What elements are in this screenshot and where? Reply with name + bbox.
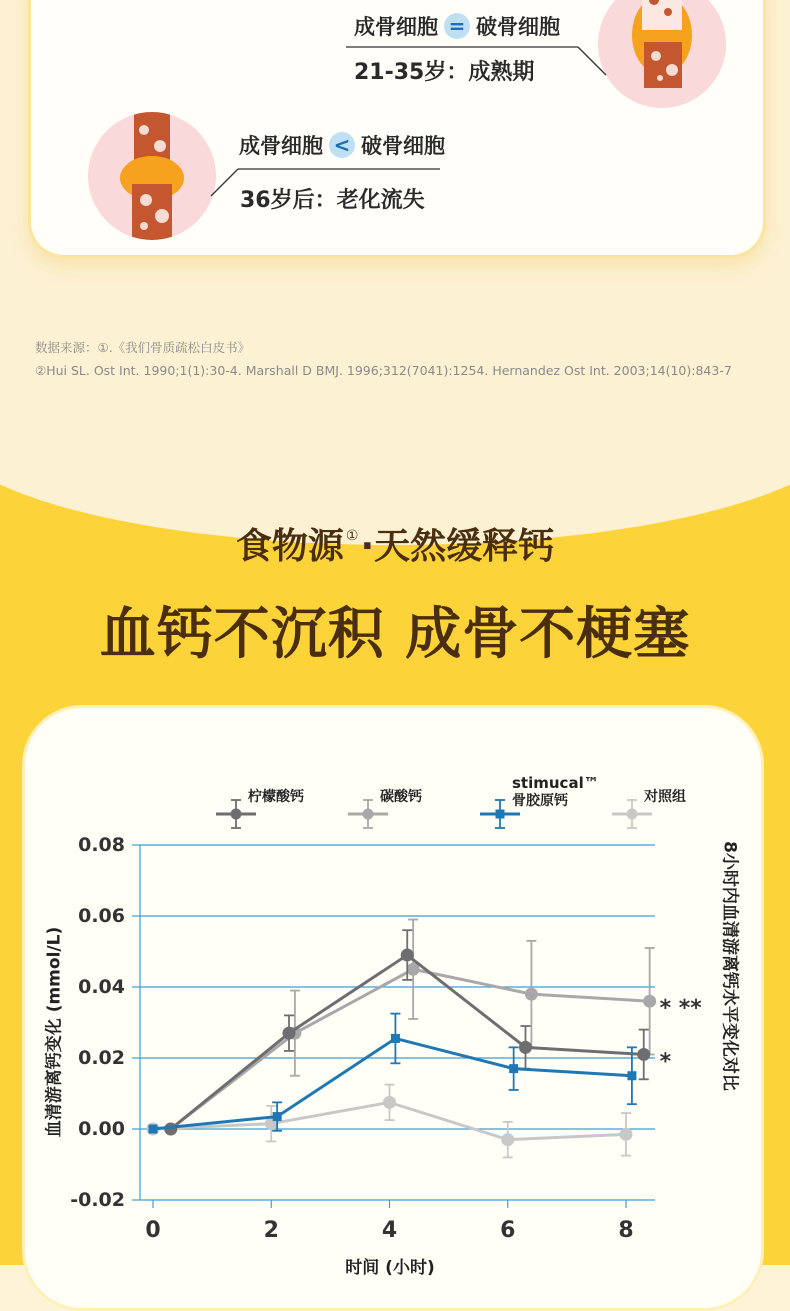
data-point [383,1096,396,1109]
legend-label: 骨胶原钙 [512,793,568,809]
legend-swatch-marker [627,809,638,820]
y-tick-label: 0.02 [78,1047,125,1069]
main-headline: 血钙不沉积 成骨不梗塞 [99,602,691,667]
data-point [501,1133,514,1146]
data-point [149,1125,158,1134]
y-tick-label: 0.00 [78,1118,125,1140]
legend-swatch-marker [363,809,374,820]
data-point [401,949,414,962]
data-point [519,1041,532,1054]
osteoblast-label: 成骨细胞 [354,15,438,39]
x-tick-label: 6 [500,1218,516,1243]
x-tick-label: 2 [263,1218,279,1243]
legend-swatch-marker [496,810,505,819]
phase-aging-age: 36岁后：老化流失 [240,188,425,213]
less-than-icon: < [329,132,355,158]
legend-label: stimucal™ [512,774,599,792]
data-point [525,988,538,1001]
x-tick-label: 0 [145,1218,161,1243]
subheadline-part2: ·天然缓释钙 [360,526,555,567]
osteoblast-label: 成骨细胞 [239,134,323,158]
significance-marker: * [659,1049,672,1075]
x-tick-label: 8 [618,1218,634,1243]
data-point [273,1112,282,1121]
significance-marker: * ** [659,996,702,1022]
osteoclast-label: 破骨细胞 [476,15,560,39]
legend-label: 柠檬酸钙 [248,789,304,805]
y-tick-label: -0.02 [70,1189,125,1211]
x-tick-label: 4 [381,1218,398,1243]
data-source-line-1: 数据来源：①.《我们骨质疏松白皮书》 [35,340,251,355]
chart-side-title: 8小时内血清游离钙水平变化对比 [719,841,740,1091]
data-source-line-2: ②Hui SL. Ost Int. 1990;1(1):30-4. Marshall D BMJ. 1996;312(7041):1254. Hernandez Ost Int. 2003;14(10):843-7 [35,363,732,378]
equals-icon: = [444,13,470,39]
y-tick-label: 0.04 [78,976,125,998]
y-axis-label: 血清游离钙变化 (mmol/L) [44,926,65,1138]
osteoclast-label: 破骨细胞 [361,134,445,158]
x-axis-label: 时间 (小时) [345,1258,435,1278]
data-point [509,1064,518,1073]
legend-label: 对照组 [644,789,686,805]
data-point [637,1048,650,1061]
data-point [627,1071,636,1080]
subheadline-part1: 食物源 [235,526,344,567]
footnote-marker: ① [345,528,359,544]
phase-mature-age: 21-35岁：成熟期 [354,60,535,85]
data-point [620,1128,633,1141]
y-tick-label: 0.06 [78,905,125,927]
data-point [643,995,656,1008]
legend-label: 碳酸钙 [380,789,422,805]
data-point [282,1027,295,1040]
data-point [391,1034,400,1043]
y-tick-label: 0.08 [78,834,125,856]
legend-swatch-marker [231,809,242,820]
